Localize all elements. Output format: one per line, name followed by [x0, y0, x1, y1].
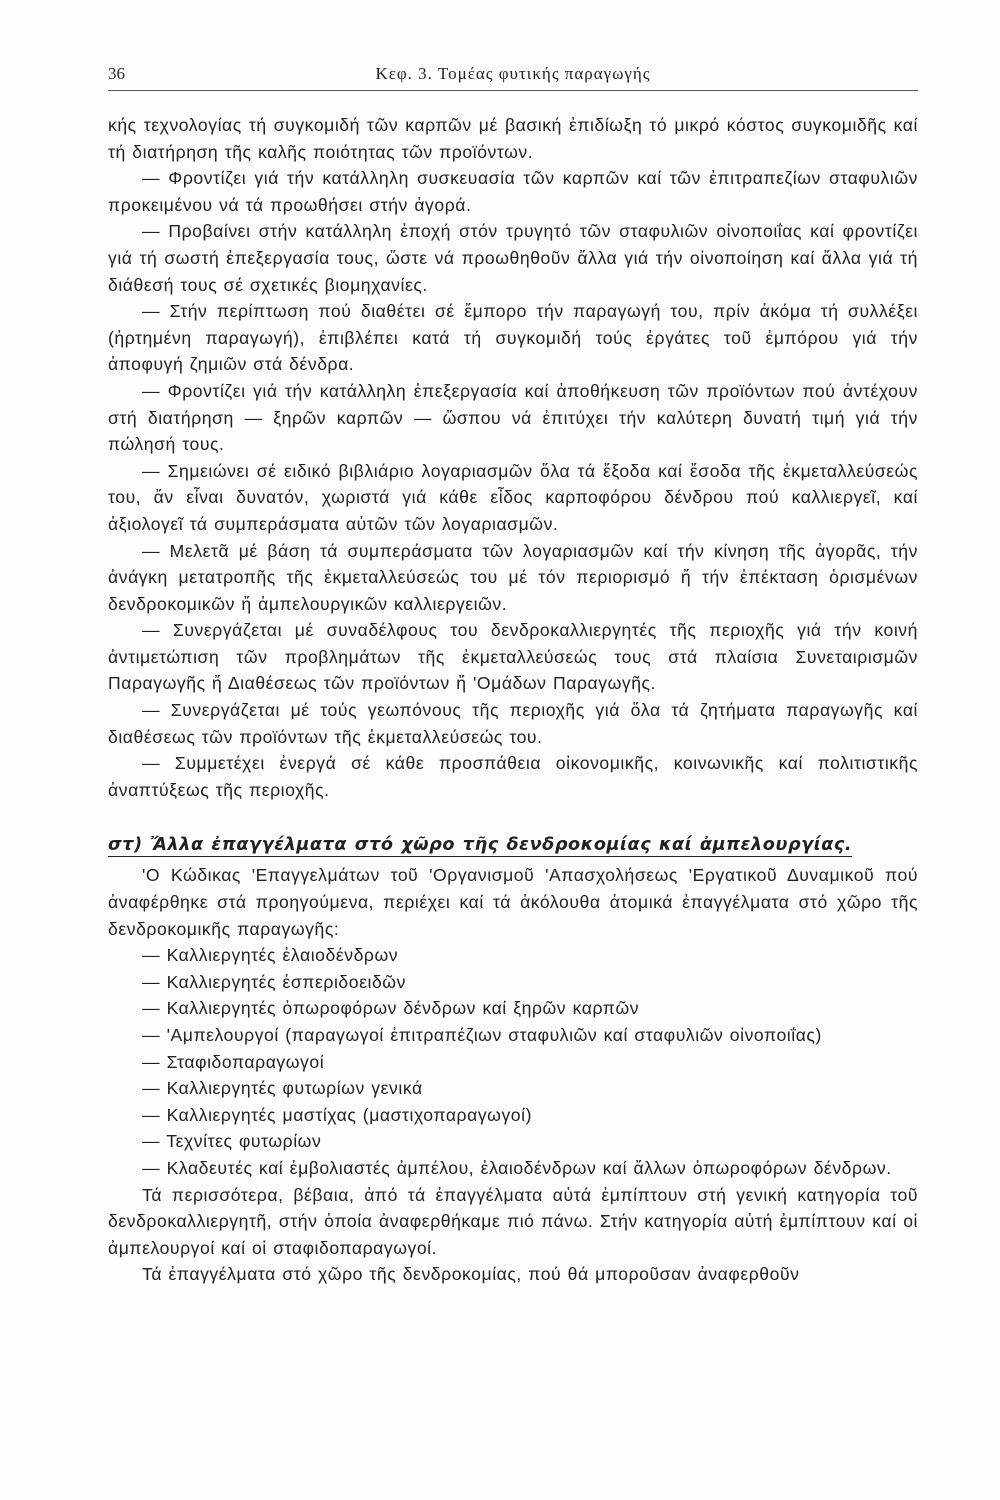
paragraph: — Συμμετέχει ἐνεργά σέ κάθε προσπάθεια οἰκονομικῆς, κοινωνικῆς καί πολιτιστικῆς ἀναπτύξεως τῆς περιοχῆς.: [108, 753, 918, 800]
section-intro: 'Ο Κώδικας 'Επαγγελμάτων τοῦ 'Οργανισμοῦ 'Απασχολήσεως 'Εργατικοῦ Δυναμικοῦ πού ἀναφέρθηκε στά προηγούμενα, περιέχει καί τά ἀκόλουθα ἀτομικά ἐπαγγέλματα στό χῶρο τῆς δενδροκομικῆς παραγωγῆς:: [108, 865, 918, 939]
paragraph: κής τεχνολογίας τή συγκομιδή τῶν καρπῶν μέ βασική ἐπιδίωξη τό μικρό κόστος συγκομιδῆς καί τή διατήρηση τῆς καλῆς ποιότητας τῶν προϊόντων.: [108, 115, 918, 162]
paragraph: — Συνεργάζεται μέ τούς γεωπόνους τῆς περιοχῆς γιά ὅλα τά ζητήματα παραγωγῆς καί διαθέσεως τῶν προϊόντων τῆς ἐκμεταλλεύσεώς του.: [108, 700, 918, 747]
page-number: 36: [108, 64, 125, 83]
paragraph: — Φροντίζει γιά τήν κατάλληλη συσκευασία τῶν καρπῶν καί τῶν ἐπιτραπεζίων σταφυλιῶν προκειμένου νά τά προωθήσει στήν ἀγορά.: [108, 168, 918, 215]
paragraph: — Φροντίζει γιά τήν κατάλληλη ἐπεξεργασία καί ἀποθήκευση τῶν προϊόντων πού ἀντέχουν στή διατήρηση — ξηρῶν καρπῶν — ὥσπου νά ἐπιτύχει τήν καλύτερη δυνατή τιμή γιά τήν πώλησή τους.: [108, 380, 918, 455]
page-header: [108, 62, 918, 91]
running-head: Κεφ. 3. Τομέας φυτικής παραγωγής: [375, 64, 651, 83]
paragraph: Τά ἐπαγγέλματα στό χῶρο τῆς δενδροκομίας, πού θά μποροῦσαν ἀναφερθοῦν: [142, 1264, 800, 1285]
list-item: — Καλλιεργητές ὀπωροφόρων δένδρων καί ξηρῶν καρπῶν: [142, 998, 640, 1019]
body-text: [108, 112, 918, 1288]
paragraph: — Προβαίνει στήν κατάλληλη ἐποχή στόν τρυγητό τῶν σταφυλιῶν οἰνοποιΐας καί φροντίζει γιά τή σωστή ἐπεξεργασία τους, ὥστε νά προωθηθοῦν ἄλλα γιά τήν οἰνοποίηση καί ἄλλα γιά τή διάθεσή τους σέ σχετικές βιομηχανίες.: [108, 221, 918, 295]
list-item: — Καλλιεργητές φυτωρίων γενικά: [142, 1078, 423, 1099]
paragraph: — Συνεργάζεται μέ συναδέλφους του δενδροκαλλιεργητές τῆς περιοχῆς γιά τήν κοινή ἀντιμετώπιση τῶν προβλημάτων τῆς ἐκμεταλλεύσεώς τους στά πλαίσια Συνεταιρισμῶν Παραγωγῆς ἤ Διαθέσεως τῶν προϊόντων ἤ 'Ομάδων Παραγωγῆς.: [108, 620, 918, 694]
list-item: — Καλλιεργητές ἐσπεριδοειδῶν: [142, 971, 406, 992]
paragraph: — Στήν περίπτωση πού διαθέτει σέ ἔμπορο τήν παραγωγή του, πρίν ἀκόμα τή συλλέξει (ἠρτημένη παραγωγή), ἐπιβλέπει κατά τή συγκομιδή τούς ἐργάτες τοῦ ἐμπόρου γιά τήν ἀποφυγή ζημιῶν στά δένδρα.: [108, 301, 918, 375]
list-item: — Τεχνίτες φυτωρίων: [142, 1131, 322, 1152]
list-item: — Σταφιδοπαραγωγοί: [142, 1051, 325, 1072]
list-item: — 'Αμπελουργοί (παραγωγοί ἐπιτραπέζιων σταφυλιῶν καί σταφυλιῶν οἰνοποιΐας): [142, 1025, 822, 1045]
section-title-text: στ) Ἄλλα ἐπαγγέλματα στό χῶρο τῆς δενδροκομίας καί ἀμπελουργίας.: [108, 835, 853, 856]
list-item: — Καλλιεργητές ἐλαιοδένδρων: [142, 945, 399, 966]
paragraph: — Σημειώνει σέ ειδικό βιβλιάριο λογαριασμῶν ὅλα τά ἔξοδα καί ἔσοδα τῆς ἐκμεταλλεύσεώς του, ἄν εἶναι δυνατόν, χωριστά γιά κάθε εἶδος καρποφόρου δένδρου πού καλλιεργεῖ, καί ἀξιολογεῖ τά συμπεράσματα αὐτῶν τῶν λογαριασμῶν.: [108, 460, 918, 534]
list-item: — Καλλιεργητές μαστίχας (μαστιχοπαραγωγοί): [142, 1104, 533, 1125]
paragraph: — Μελετᾶ μέ βάση τά συμπεράσματα τῶν λογαριασμῶν καί τήν κίνηση τῆς ἀγορᾶς, τήν ἀνάγκη μετατροπῆς τῆς ἐκμεταλλεύσεώς του μέ τόν περιορισμό ἤ τήν ἐπέκταση ὁρισμένων δενδροκομικῶν ἤ ἀμπελουργικῶν καλλιεργειῶν.: [108, 540, 918, 614]
section-title: [108, 830, 918, 862]
paragraph: Τά περισσότερα, βέβαια, ἀπό τά ἐπαγγέλματα αὐτά ἐμπίπτουν στή γενική κατηγορία τοῦ δενδροκαλλιεργητῆ, στήν ὁποία ἀναφερθήκαμε πιό πάνω. Στήν κατηγορία αὐτή ἐμπίπτουν καί οἱ ἀμπελουργοί καί οἱ σταφιδοπαραγωγοί.: [108, 1184, 918, 1258]
list-item: — Κλαδευτές καί ἐμβολιαστές ἀμπέλου, ἐλαιοδένδρων καί ἄλλων ὀπωροφόρων δένδρων.: [142, 1157, 892, 1178]
